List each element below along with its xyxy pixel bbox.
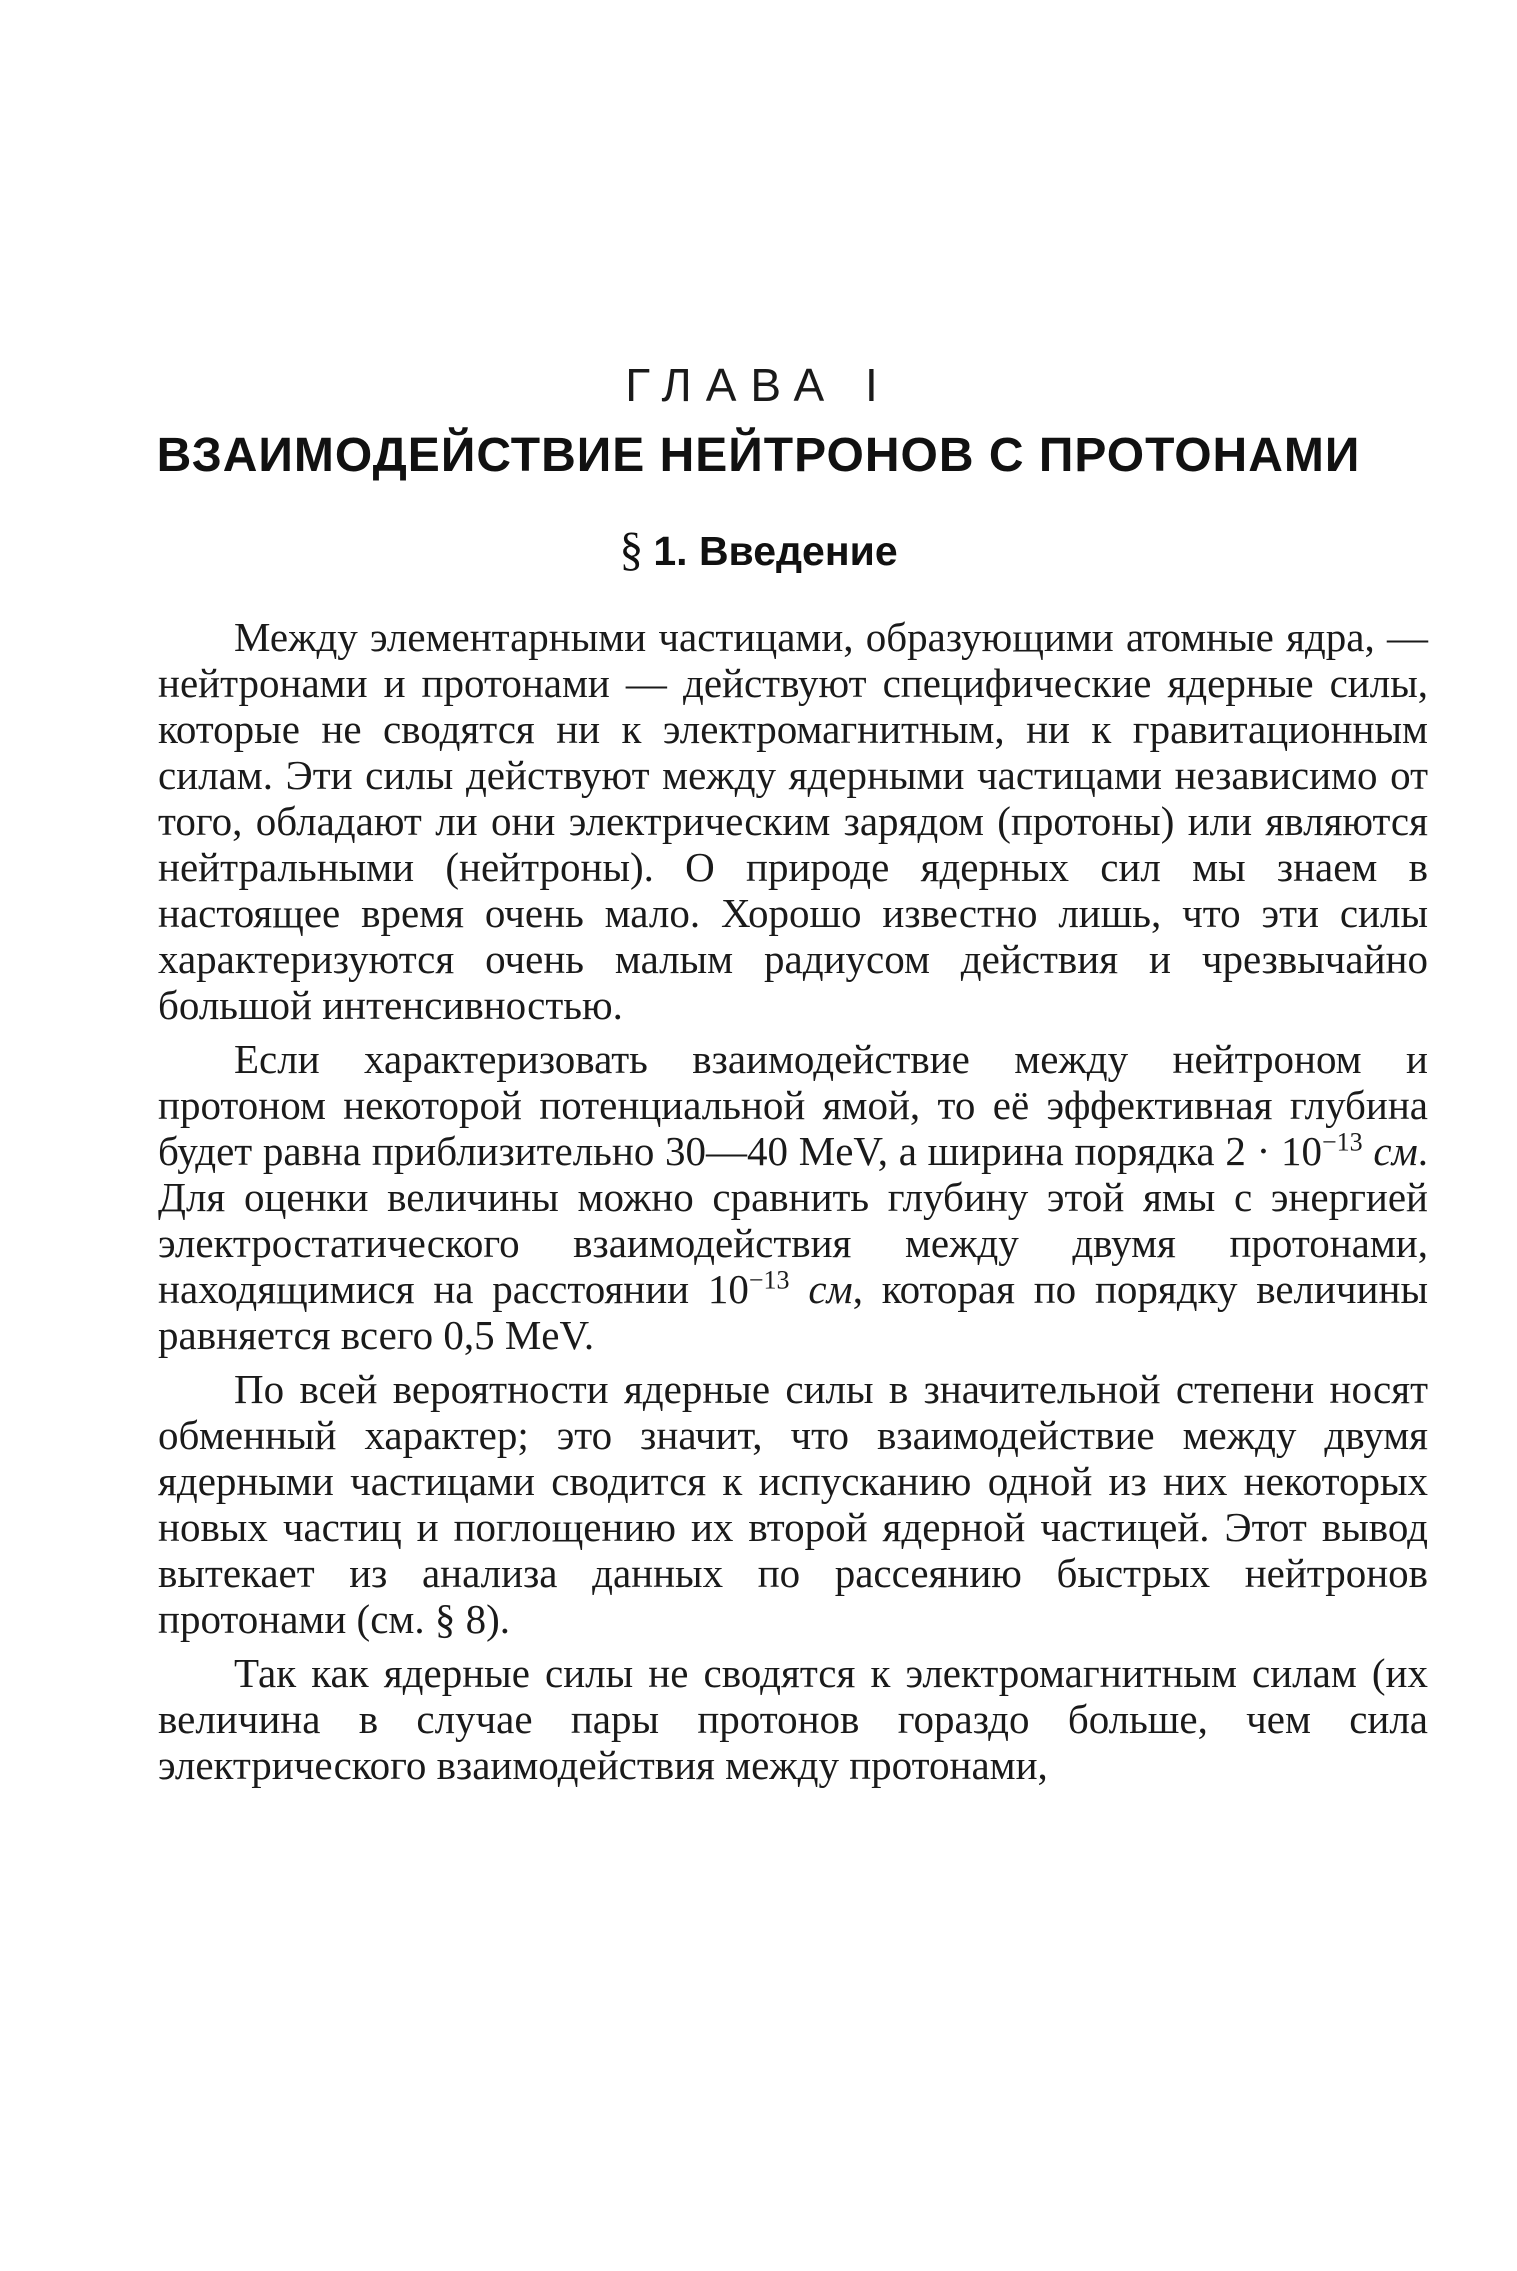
chapter-label: ГЛАВА I [625, 359, 892, 411]
chapter-title: ВЗАИМОДЕЙСТВИЕ НЕЙТРОНОВ С ПРОТОНАМИ [156, 429, 1361, 482]
section-heading [0, 522, 1517, 577]
paragraph-4: Так как ядерные силы не сводятся к электромагнитным силам (их величина в случае пары протонов гораздо больше, чем сила электрического взаимодействия между протонами, [158, 1650, 1428, 1788]
exponent-1: −13 [1321, 1127, 1363, 1157]
paragraph-3: По всей вероятности ядерные силы в значительной степени носят обменный характер; это значит, что взаимодействие между двумя ядерными частицами сводится к испусканию одной из них некоторых новых частиц и поглощению их второй ядерной частицей. Этот вывод вытекает из анализа данных по рассеянию быстрых нейтронов протонами (см. § 8). [158, 1366, 1428, 1642]
paragraph-1: Между элементарными частицами, образующими атомные ядра, — нейтронами и протонами — действуют специфические ядерные силы, которые не сводятся ни к электромагнитным, ни к гравитационным силам. Эти силы действуют между ядерными частицами независимо от того, обладают ли они электрическим зарядом (протоны) или являются нейтральными (нейтроны). О природе ядерных сил мы знаем в настоящее время очень мало. Хорошо известно лишь, что эти силы характеризуются очень малым радиусом действия и чрезвычайно большой интенсивностью. [158, 614, 1428, 1028]
section-title: 1. Введение [653, 528, 898, 574]
unit-2: см [808, 1266, 853, 1312]
paragraph-2-part-c: , которая по порядку величины равняется всего 0,5 MeV. [158, 1266, 1428, 1358]
paragraph-2-part-b: . Для оценки величины можно сравнить глубину этой ямы с энергией электростатического взаимодействия между двумя протонами, находящимися на расстоянии 10 [158, 1128, 1428, 1312]
section-symbol: § [619, 523, 644, 576]
exponent-2: −13 [748, 1265, 790, 1295]
body-text [158, 614, 1428, 1790]
unit-1: см [1373, 1128, 1418, 1174]
paragraph-2-part-a: Если характеризовать взаимодействие между нейтроном и протоном некоторой потенциальной ямой, то её эффективная глубина будет равна приблизительно 30—40 MeV, а ширина порядка 2 · 10 [158, 1036, 1428, 1174]
paragraph-2 [158, 1036, 1428, 1358]
